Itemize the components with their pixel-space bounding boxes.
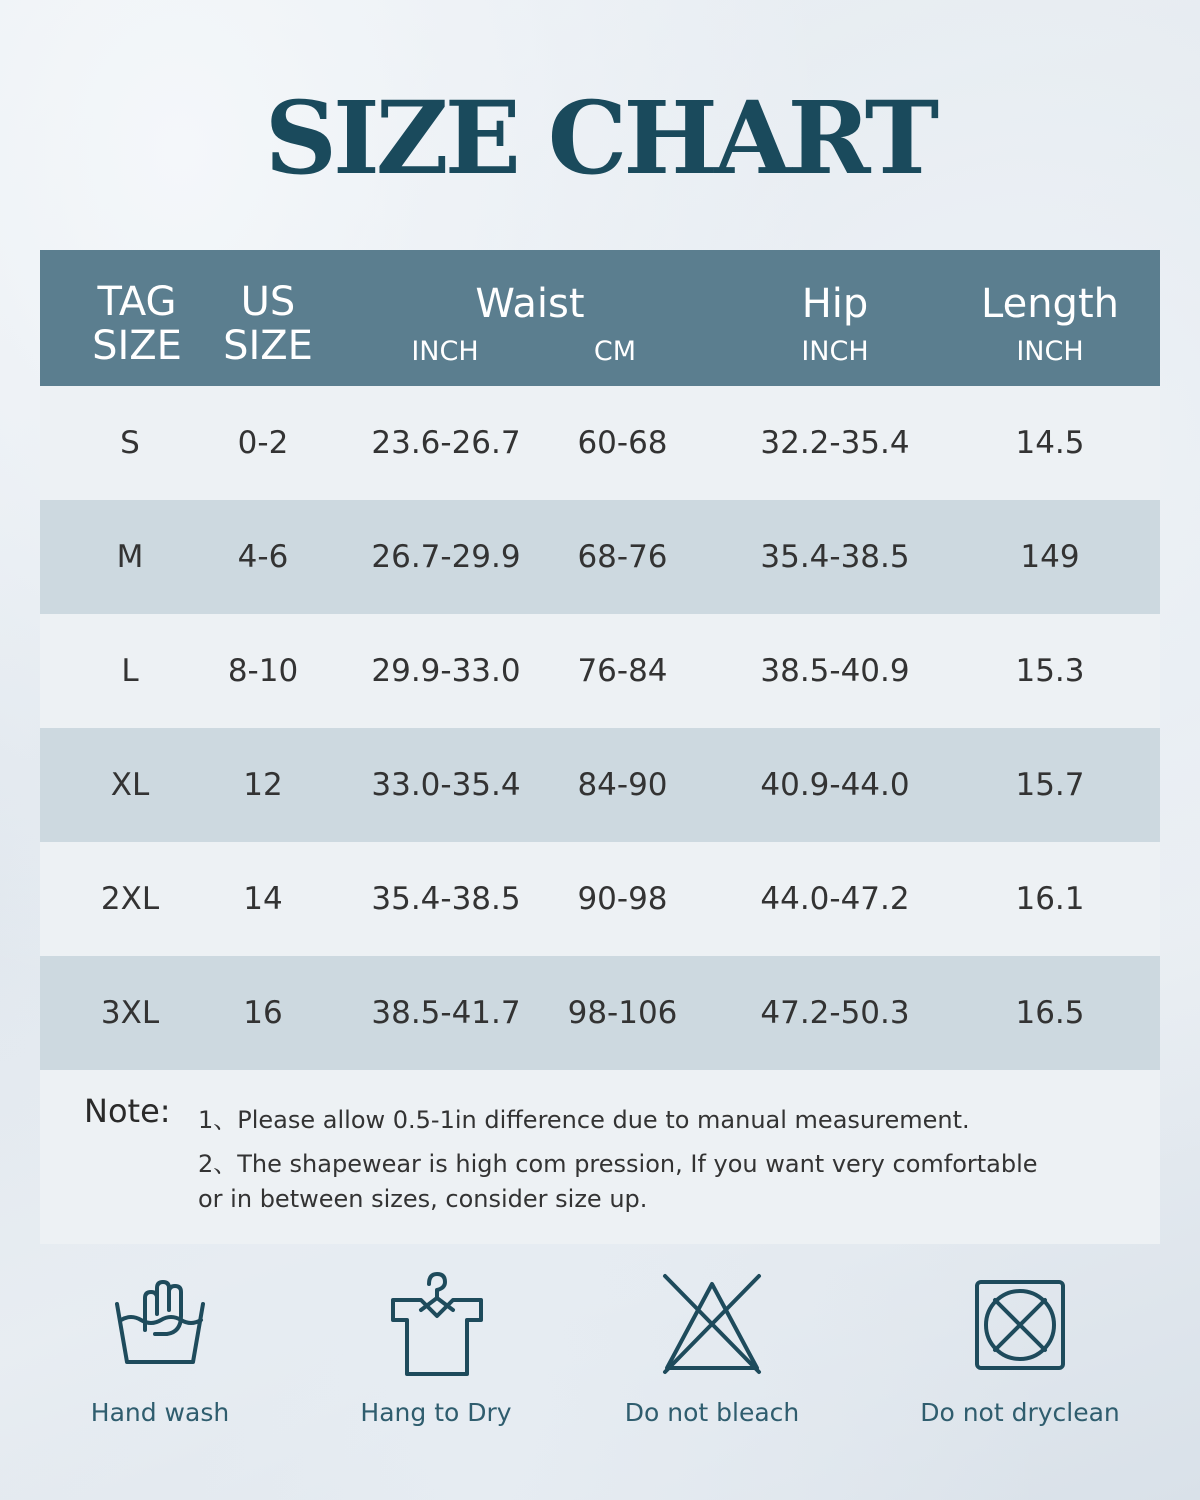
header-hip-inch: INCH	[801, 336, 869, 367]
cell-us-size: 16	[243, 995, 283, 1031]
care-no-bleach	[592, 1270, 832, 1440]
cell-waist-cm: 76-84	[577, 653, 668, 689]
header-length-inch: INCH	[1016, 336, 1084, 367]
cell-tag-size: 3XL	[100, 995, 160, 1031]
cell-length-inch: 14.5	[1015, 425, 1085, 461]
table-row	[40, 728, 1160, 842]
cell-tag-size: M	[116, 539, 144, 575]
cell-waist-cm: 68-76	[577, 539, 668, 575]
note-line-2: 2、The shapewear is high com pression, If you want very comfortable	[198, 1150, 1038, 1178]
table-row	[40, 614, 1160, 728]
care-label: Do not bleach	[624, 1398, 800, 1427]
cell-us-size: 0-2	[237, 425, 289, 461]
cell-length-inch: 15.7	[1015, 767, 1085, 803]
cell-waist-cm: 90-98	[577, 881, 668, 917]
cell-tag-size: L	[121, 653, 139, 689]
note-line-1: 1、Please allow 0.5-1in difference due to manual measurement.	[198, 1106, 970, 1134]
cell-us-size: 8-10	[227, 653, 299, 689]
cell-waist-inch: 23.6-26.7	[371, 425, 521, 461]
header-tag-size-line1: TAG	[97, 279, 177, 325]
note-line-3: or in between sizes, consider size up.	[198, 1185, 648, 1213]
table-row	[40, 956, 1160, 1070]
cell-length-inch: 16.1	[1015, 881, 1085, 917]
table-row	[40, 386, 1160, 500]
care-label: Hand wash	[90, 1398, 230, 1427]
header-length: Length	[981, 281, 1119, 327]
header-hip: Hip	[801, 281, 869, 327]
page-title: SIZE CHART	[264, 79, 936, 197]
cell-waist-inch: 26.7-29.9	[371, 539, 521, 575]
note-section	[40, 1070, 1160, 1244]
no-bleach-icon	[657, 1270, 767, 1380]
cell-waist-inch: 29.9-33.0	[371, 653, 521, 689]
cell-length-inch: 149	[1020, 539, 1080, 575]
cell-length-inch: 15.3	[1015, 653, 1085, 689]
cell-length-inch: 16.5	[1015, 995, 1085, 1031]
cell-hip-inch: 44.0-47.2	[760, 881, 910, 917]
cell-hip-inch: 40.9-44.0	[760, 767, 910, 803]
header-us-size-line1: US	[240, 279, 296, 325]
cell-tag-size: XL	[110, 767, 150, 803]
cell-waist-cm: 60-68	[577, 425, 668, 461]
cell-waist-inch: 33.0-35.4	[371, 767, 521, 803]
hang-dry-icon	[381, 1270, 491, 1380]
cell-waist-inch: 35.4-38.5	[371, 881, 521, 917]
cell-us-size: 4-6	[237, 539, 289, 575]
table-row	[40, 842, 1160, 956]
cell-us-size: 14	[243, 881, 283, 917]
cell-waist-cm: 98-106	[567, 995, 678, 1031]
size-table	[40, 250, 1160, 1244]
cell-tag-size: S	[120, 425, 140, 461]
care-hang-dry	[316, 1270, 556, 1440]
care-label: Hang to Dry	[360, 1398, 512, 1427]
cell-us-size: 12	[243, 767, 283, 803]
cell-hip-inch: 38.5-40.9	[760, 653, 910, 689]
no-dryclean-icon	[965, 1270, 1075, 1380]
cell-hip-inch: 32.2-35.4	[760, 425, 910, 461]
table-row	[40, 500, 1160, 614]
cell-waist-cm: 84-90	[577, 767, 668, 803]
care-label: Do not dryclean	[920, 1398, 1120, 1427]
cell-hip-inch: 47.2-50.3	[760, 995, 910, 1031]
header-waist: Waist	[475, 281, 585, 327]
table-header	[40, 250, 1160, 386]
note-label: Note:	[84, 1092, 171, 1130]
hand-wash-icon	[105, 1270, 215, 1380]
cell-tag-size: 2XL	[100, 881, 160, 917]
header-waist-inch: INCH	[411, 336, 479, 367]
header-waist-cm: CM	[593, 336, 637, 367]
header-us-size-line2: SIZE	[223, 323, 313, 369]
header-tag-size-line2: SIZE	[92, 323, 182, 369]
cell-hip-inch: 35.4-38.5	[760, 539, 910, 575]
care-no-dryclean	[900, 1270, 1140, 1440]
cell-waist-inch: 38.5-41.7	[371, 995, 521, 1031]
care-hand-wash	[40, 1270, 280, 1440]
